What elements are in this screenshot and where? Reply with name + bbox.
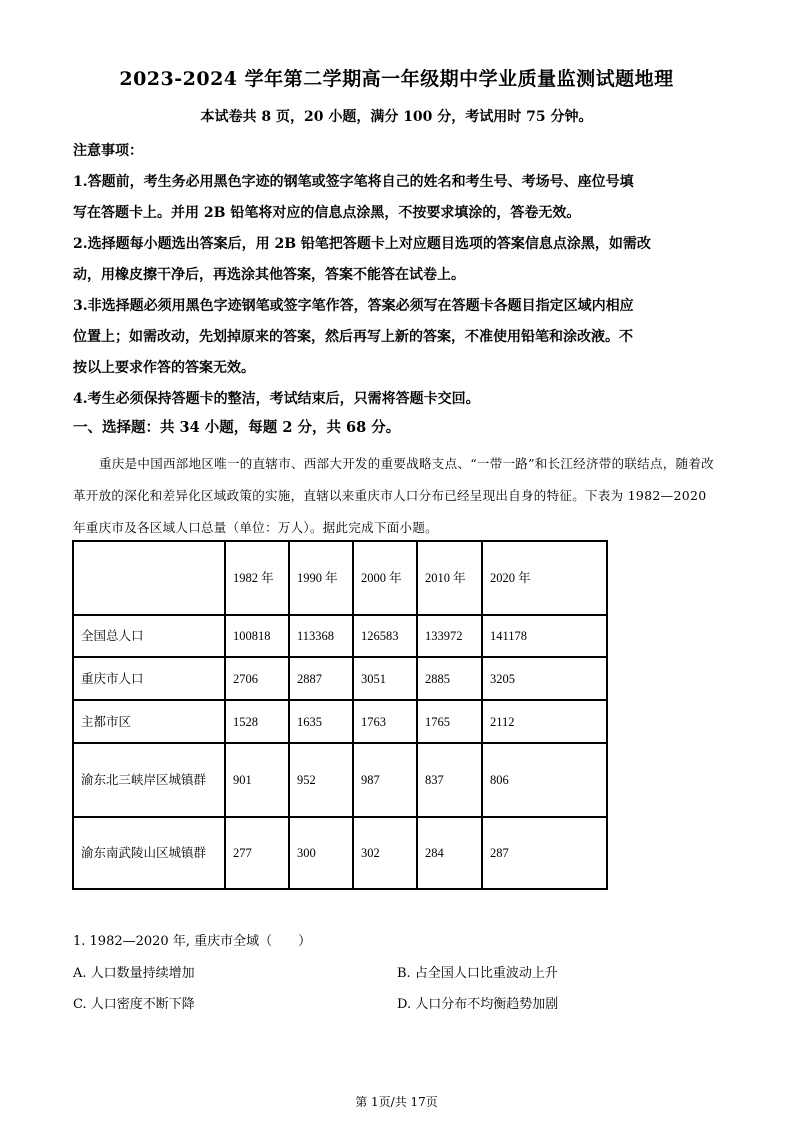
table-cell: 952 <box>289 743 353 817</box>
row-label: 渝东南武陵山区城镇群 <box>73 817 225 889</box>
table-row <box>73 817 607 889</box>
notes-line: 位置上；如需改动，先划掉原来的答案，然后再写上新的答案，不准使用铅笔和涂改液。不 <box>73 329 633 345</box>
table-cell: 1635 <box>289 700 353 743</box>
table-row <box>73 700 607 743</box>
notes-block <box>73 136 723 415</box>
notes-line: 1.答题前，考生务必用黑色字迹的钢笔或签字笔将自己的姓名和考生号、考场号、座位号填 <box>73 174 634 190</box>
table-cell: 3205 <box>482 657 607 700</box>
table-cell: 837 <box>417 743 482 817</box>
notes-line: 按以上要求作答的答案无效。 <box>73 360 255 376</box>
table-cell: 100818 <box>225 615 289 657</box>
table-cell: 284 <box>417 817 482 889</box>
table-cell: 287 <box>482 817 607 889</box>
notes-line: 写在答题卡上。并用 2B 铅笔将对应的信息点涂黑，不按要求填涂的，答卷无效。 <box>73 205 581 221</box>
table-header-cell: 1982 年 <box>225 541 289 615</box>
table-cell: 133972 <box>417 615 482 657</box>
section-heading: 一、选择题：共 34 小题，每题 2 分，共 68 分。 <box>73 419 401 436</box>
table-cell: 300 <box>289 817 353 889</box>
notes-line: 动，用橡皮擦干净后，再选涂其他答案，答案不能答在试卷上。 <box>73 267 465 283</box>
row-label: 主都市区 <box>73 700 225 743</box>
table-header-cell: 2020 年 <box>482 541 607 615</box>
table-row <box>73 743 607 817</box>
notes-line: 4.考生必须保持答题卡的整洁，考试结束后，只需将答题卡交回。 <box>73 391 480 407</box>
option-c: C. 人口密度不断下降 <box>73 997 195 1012</box>
option-d: D. 人口分布不均衡趋势加剧 <box>397 997 559 1012</box>
exam-title: 2023-2024 学年第二学期高一年级期中学业质量监测试题地理 <box>119 68 674 90</box>
population-table <box>72 540 608 890</box>
option-a: A. 人口数量持续增加 <box>73 966 195 981</box>
exam-subtitle: 本试卷共 8 页，20 小题，满分 100 分，考试用时 75 分钟。 <box>200 109 593 125</box>
table-row <box>73 615 607 657</box>
intro-paragraph: 重庆是中国西部地区唯一的直辖市、西部大开发的重要战略支点、“一带一路”和长江经济带的联结点，随着改革开放的深化和差异化区域政策的实施，直辖以来重庆市人口分布已经呈现出自身的特征。下表为 1982—2020 年重庆市及各区域人口总量（单位：万人）。据此完成下面小题。 <box>73 456 714 535</box>
table-header-cell: 1990 年 <box>289 541 353 615</box>
table-row <box>73 657 607 700</box>
table-cell: 987 <box>353 743 417 817</box>
row-label: 重庆市人口 <box>73 657 225 700</box>
row-label: 全国总人口 <box>73 615 225 657</box>
table-cell: 3051 <box>353 657 417 700</box>
notes-heading: 注意事项： <box>73 143 143 159</box>
table-cell: 141178 <box>482 615 607 657</box>
page-footer: 第 1页/共 17页 <box>355 1095 438 1109</box>
row-label: 渝东北三峡岸区城镇群 <box>73 743 225 817</box>
table-cell: 302 <box>353 817 417 889</box>
table-header-row <box>73 541 607 615</box>
table-header-cell <box>73 541 225 615</box>
table-cell: 113368 <box>289 615 353 657</box>
table-header-cell: 2010 年 <box>417 541 482 615</box>
table-cell: 1528 <box>225 700 289 743</box>
table-cell: 806 <box>482 743 607 817</box>
table-cell: 901 <box>225 743 289 817</box>
table-cell: 277 <box>225 817 289 889</box>
option-b: B. 占全国人口比重波动上升 <box>397 966 558 981</box>
table-cell: 126583 <box>353 615 417 657</box>
table-cell: 2887 <box>289 657 353 700</box>
table-cell: 2112 <box>482 700 607 743</box>
table-cell: 2885 <box>417 657 482 700</box>
table-cell: 1763 <box>353 700 417 743</box>
table-header-cell: 2000 年 <box>353 541 417 615</box>
table-cell: 2706 <box>225 657 289 700</box>
notes-line: 2.选择题每小题选出答案后，用 2B 铅笔把答题卡上对应题目选项的答案信息点涂黑，如需改 <box>73 236 651 252</box>
question-1-stem: 1. 1982—2020 年, 重庆市全域（ ） <box>73 934 312 949</box>
notes-line: 3.非选择题必须用黑色字迹钢笔或签字笔作答，答案必须写在答题卡各题目指定区域内相应 <box>73 298 634 314</box>
table-cell: 1765 <box>417 700 482 743</box>
